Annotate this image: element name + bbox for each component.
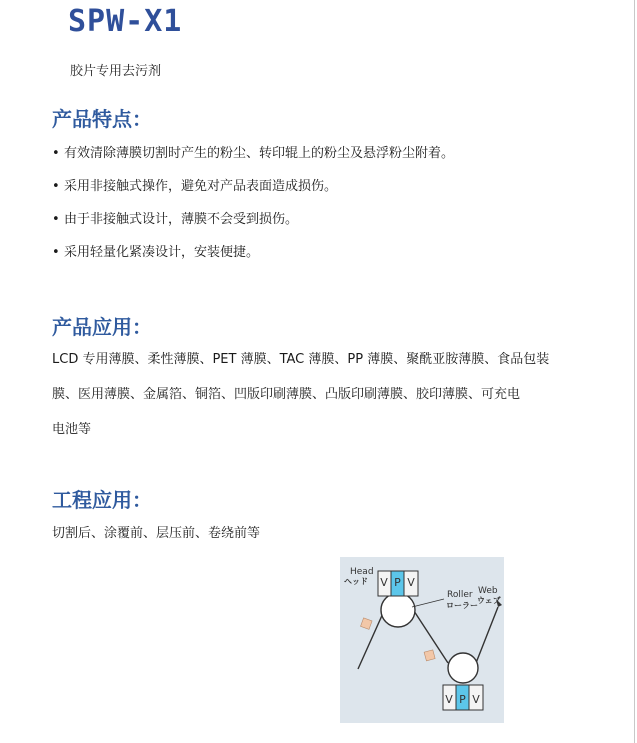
product-model: SPW-X1	[68, 4, 183, 39]
upper-roller-icon	[381, 593, 415, 627]
features-list	[52, 146, 454, 278]
dust-particle-icon	[361, 618, 373, 630]
web-label-jp: ウェブ	[477, 596, 501, 605]
roller-label-en: Roller	[447, 590, 473, 600]
product-subtitle: 胶片专用去污剂	[70, 64, 162, 79]
upper-v-left-label: V	[380, 576, 388, 589]
lower-v-left-label: V	[445, 693, 453, 706]
web-label-en: Web	[478, 586, 498, 596]
feature-text: 采用轻量化紧凑设计，安装便捷。	[64, 245, 260, 260]
lower-v-right-label: V	[472, 693, 480, 706]
feature-text: 采用非接触式操作，避免对产品表面造成损伤。	[64, 179, 338, 194]
bullet-icon: •	[52, 245, 60, 260]
applications-line: LCD 专用薄膜、柔性薄膜、PET 薄膜、TAC 薄膜、PP 薄膜、聚酰亚胺薄膜、食品包装	[52, 352, 550, 367]
page-edge-rule	[634, 0, 635, 743]
feature-item	[52, 146, 454, 179]
lower-p-label: P	[459, 693, 466, 706]
feature-item	[52, 179, 454, 212]
feature-item	[52, 212, 454, 245]
features-heading: 产品特点：	[52, 107, 152, 131]
applications-heading: 产品应用：	[52, 315, 152, 339]
feature-text: 由于非接触式设计，薄膜不会受到损伤。	[64, 212, 299, 227]
lower-roller-icon	[448, 653, 478, 683]
roller-diagram	[340, 557, 504, 723]
bullet-icon: •	[52, 146, 60, 161]
applications-line: 膜、医用薄膜、金属箔、铜箔、凹版印刷薄膜、凸版印刷薄膜、胶印薄膜、可充电	[52, 387, 521, 402]
head-label-en: Head	[350, 567, 374, 577]
applications-line: 电池等	[52, 422, 92, 437]
process-heading: 工程应用：	[52, 488, 152, 512]
roller-label-jp: ローラー	[446, 601, 478, 610]
bullet-icon: •	[52, 212, 60, 227]
applications-paragraph	[52, 342, 602, 447]
feature-item	[52, 245, 454, 278]
feature-text: 有效清除薄膜切割时产生的粉尘、转印辊上的粉尘及悬浮粉尘附着。	[64, 146, 455, 161]
upper-v-right-label: V	[407, 576, 415, 589]
bullet-icon: •	[52, 179, 60, 194]
head-label-jp: ヘッド	[344, 577, 368, 586]
process-text: 切割后、涂覆前、层压前、卷绕前等	[52, 526, 261, 541]
roller-pointer-line	[412, 599, 444, 607]
roller-diagram-svg	[340, 557, 504, 723]
upper-p-label: P	[394, 576, 401, 589]
dust-particle-icon	[424, 650, 435, 661]
